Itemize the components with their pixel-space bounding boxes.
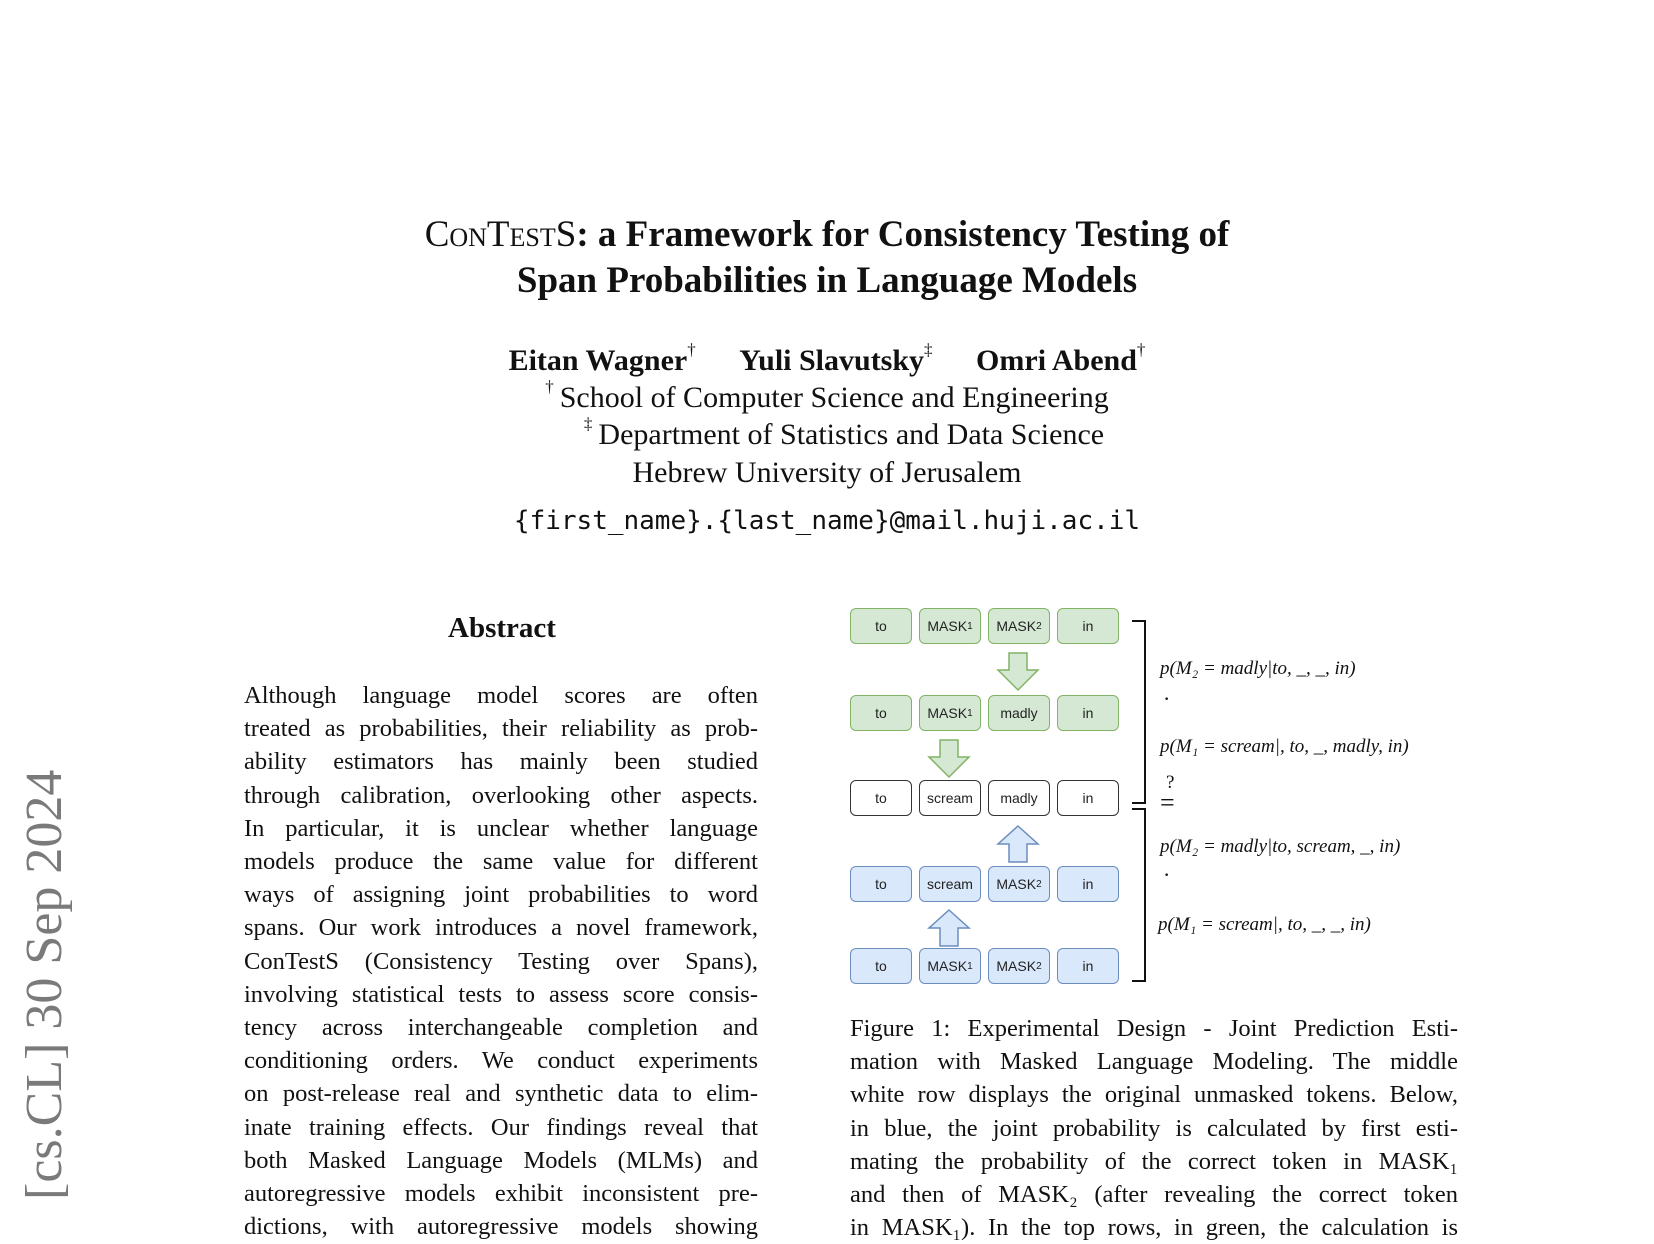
token-mask: MASK 1 xyxy=(919,608,981,644)
token: scream xyxy=(919,780,981,816)
affiliation: ‡ Department of Statistics and Data Science xyxy=(583,414,1105,451)
token-row-blue-bottom xyxy=(850,948,1119,986)
author-email: {first_name}.{last_name}@mail.huji.ac.il xyxy=(513,506,1141,536)
token: in xyxy=(1057,695,1119,731)
token: madly xyxy=(988,780,1050,816)
token-mask: MASK 1 xyxy=(919,695,981,731)
token: to xyxy=(850,866,912,902)
token-row-green-middle xyxy=(850,695,1119,733)
token-row-green-top xyxy=(850,608,1119,646)
bracket-bottom xyxy=(1132,808,1146,982)
arrow-down-icon xyxy=(927,739,971,779)
figure-caption: Figure 1: Experimental Design - Joint Prediction Esti- mation with Masked Language Modeling. The middle white row displays the original unmasked tokens. Below, in blue, the joint probability is calculated by first esti- mating the probability of the correct token in MASK₁ and then of MASK₂ (after revealing the correct token in MASK₁). In the top rows, in green, the calculation is xyxy=(850,1015,1458,1242)
token-row-blue-middle xyxy=(850,866,1119,904)
token: to xyxy=(850,780,912,816)
arrow-up-icon xyxy=(996,824,1040,864)
equation-top-2: p(M₁ = scream|, to, _, madly, in) xyxy=(1160,736,1409,757)
token: to xyxy=(850,695,912,731)
author-list xyxy=(0,340,1654,378)
author: Yuli Slavutsky‡ xyxy=(739,340,933,377)
abstract-body: Although language model scores are often treated as probabilities, their reliability as prob- ability estimators has mainly been studied through calibration, overlooking other aspects. In particular, it is unclear whether language models produce the same value for different ways of assigning joint probabilities to word spans. Our work introduces a novel framework, ConTestS (Consistency Testing over Spans), involving statistical tests to assess score consis- tency across interchangeable completion and conditioning orders. We conduct experiments on post-release real and synthetic data to elim- inate training effects. Our findings reveal that both Masked Language Models (MLMs) and autoregressive models exhibit inconsistent pre- dictions, with autoregressive models showing xyxy=(244,682,758,1241)
token-mask: MASK 1 xyxy=(919,948,981,984)
equals-sign: = xyxy=(1160,788,1175,817)
equation-bottom-1: p(M₂ = madly|to, scream, _, in) xyxy=(1160,836,1401,857)
token-row-original xyxy=(850,780,1119,818)
token: in xyxy=(1057,608,1119,644)
bracket-top xyxy=(1132,620,1146,804)
token: to xyxy=(850,948,912,984)
token: in xyxy=(1057,948,1119,984)
title-line1: : a Framework for Consistency Testing of xyxy=(576,214,1230,255)
question-mark: ? xyxy=(1166,772,1175,793)
token: in xyxy=(1057,780,1119,816)
token-mask: MASK 2 xyxy=(988,948,1050,984)
equation-top-1: p(M₂ = madly|to, _, _, in) xyxy=(1160,658,1356,679)
token: scream xyxy=(919,866,981,902)
token: to xyxy=(850,608,912,644)
paper-title xyxy=(0,212,1654,304)
equation-bottom-2: p(M₁ = scream|, to, _, _, in) xyxy=(1158,914,1371,935)
token-mask: MASK 2 xyxy=(988,866,1050,902)
token: in xyxy=(1057,866,1119,902)
token: madly xyxy=(988,695,1050,731)
figure-1 xyxy=(850,608,1470,988)
multiply-dot: · xyxy=(1163,862,1171,887)
author: Omri Abend† xyxy=(976,340,1146,377)
arxiv-stamp: [cs.CL] 30 Sep 2024 xyxy=(16,769,73,1200)
multiply-dot: · xyxy=(1163,686,1171,711)
affiliation: † School of Computer Science and Engineering xyxy=(545,377,1109,414)
abstract-heading: Abstract xyxy=(448,612,556,644)
arrow-up-icon xyxy=(927,908,971,948)
affiliation: Hebrew University of Jerusalem xyxy=(632,456,1022,489)
title-smallcaps: ConTestS xyxy=(424,214,577,255)
token-mask: MASK 2 xyxy=(988,608,1050,644)
author: Eitan Wagner† xyxy=(508,340,696,377)
title-line2: Span Probabilities in Language Models xyxy=(516,260,1138,301)
arrow-down-icon xyxy=(996,652,1040,692)
